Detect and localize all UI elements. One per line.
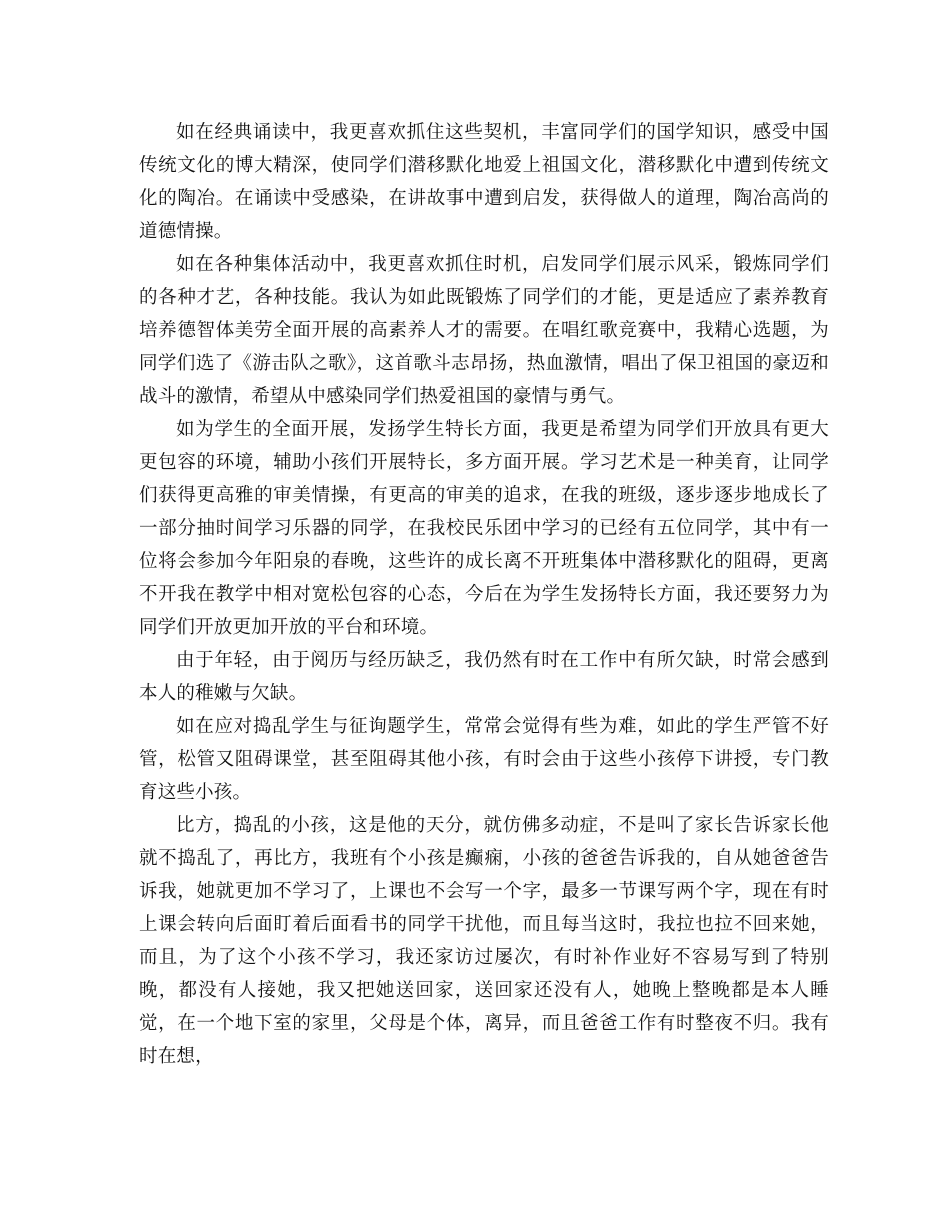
paragraph-example-child: 比方，捣乱的小孩，这是他的天分，就仿佛多动症，不是叫了家长告诉家长他就不捣乱了，再比方，我班有个小孩是癫痫，小孩的爸爸告诉我的，自从她爸爸告诉我，她就更加不学习了，上课也不会写一个字，最多一节课写两个字，现在有时上课会转向后面盯着后面看书的同学干扰他，而且每当这时，我拉也拉不回来她，而且，为了这个小孩不学习，我还家访过屡次，有时补作业好不容易写到了特别晚，都没有人接她，我又把她送回家，送回家还没有人，她晚上整晚都是本人睡觉，在一个地下室的家里，父母是个体，离异，而且爸爸工作有时整夜不归。我有时在想，: [139, 815, 829, 1067]
paragraph-group-activities: 如在各种集体活动中，我更喜欢抓住时机，启发同学们展示风采，锻炼同学们的各种才艺，各种技能。我认为如此既锻炼了同学们的才能，更是适应了素养教育培养德智体美劳全面开展的高素养人才的需要。在唱红歌竞赛中，我精心选题，为同学们选了《游击队之歌》，这首歌斗志昂扬，热血激情，唱出了保卫祖国的豪迈和战斗的激情，希望从中感染同学们热爱祖国的豪情与勇气。: [139, 254, 829, 407]
paragraph-student-talents: 如为学生的全面开展，发扬学生特长方面，我更是希望为同学们开放具有更大更包容的环境，辅助小孩们开展特长，多方面开展。学习艺术是一种美育，让同学们获得更高雅的审美情操，有更高的审美的追求，在我的班级，逐步逐步地成长了一部分抽时间学习乐器的同学，在我校民乐团中学习的已经有五位同学，其中有一位将会参加今年阳泉的春晚，这些许的成长离不开班集体中潜移默化的阻碍，更离不开我在教学中相对宽松包容的心态，今后在为学生发扬特长方面，我还要努力为同学们开放更加开放的平台和环境。: [139, 419, 829, 638]
document-body: [139, 116, 829, 1073]
paragraph-shortcomings: 由于年轻，由于阅历与经历缺乏，我仍然有时在工作中有所欠缺，时常会感到本人的稚嫩与欠缺。: [139, 650, 829, 704]
paragraph-classic-reading: 如在经典诵读中，我更喜欢抓住这些契机，丰富同学们的国学知识，感受中国传统文化的博大精深，使同学们潜移默化地爱上祖国文化，潜移默化中遭到传统文化的陶冶。在诵读中受感染，在讲故事中遭到启发，获得做人的道理，陶冶高尚的道德情操。: [139, 122, 829, 242]
paragraph-disruptive-students: 如在应对捣乱学生与征询题学生，常常会觉得有些为难，如此的学生严管不好管，松管又阻碍课堂，甚至阻碍其他小孩，有时会由于这些小孩停下讲授，专门教育这些小孩。: [139, 716, 829, 803]
